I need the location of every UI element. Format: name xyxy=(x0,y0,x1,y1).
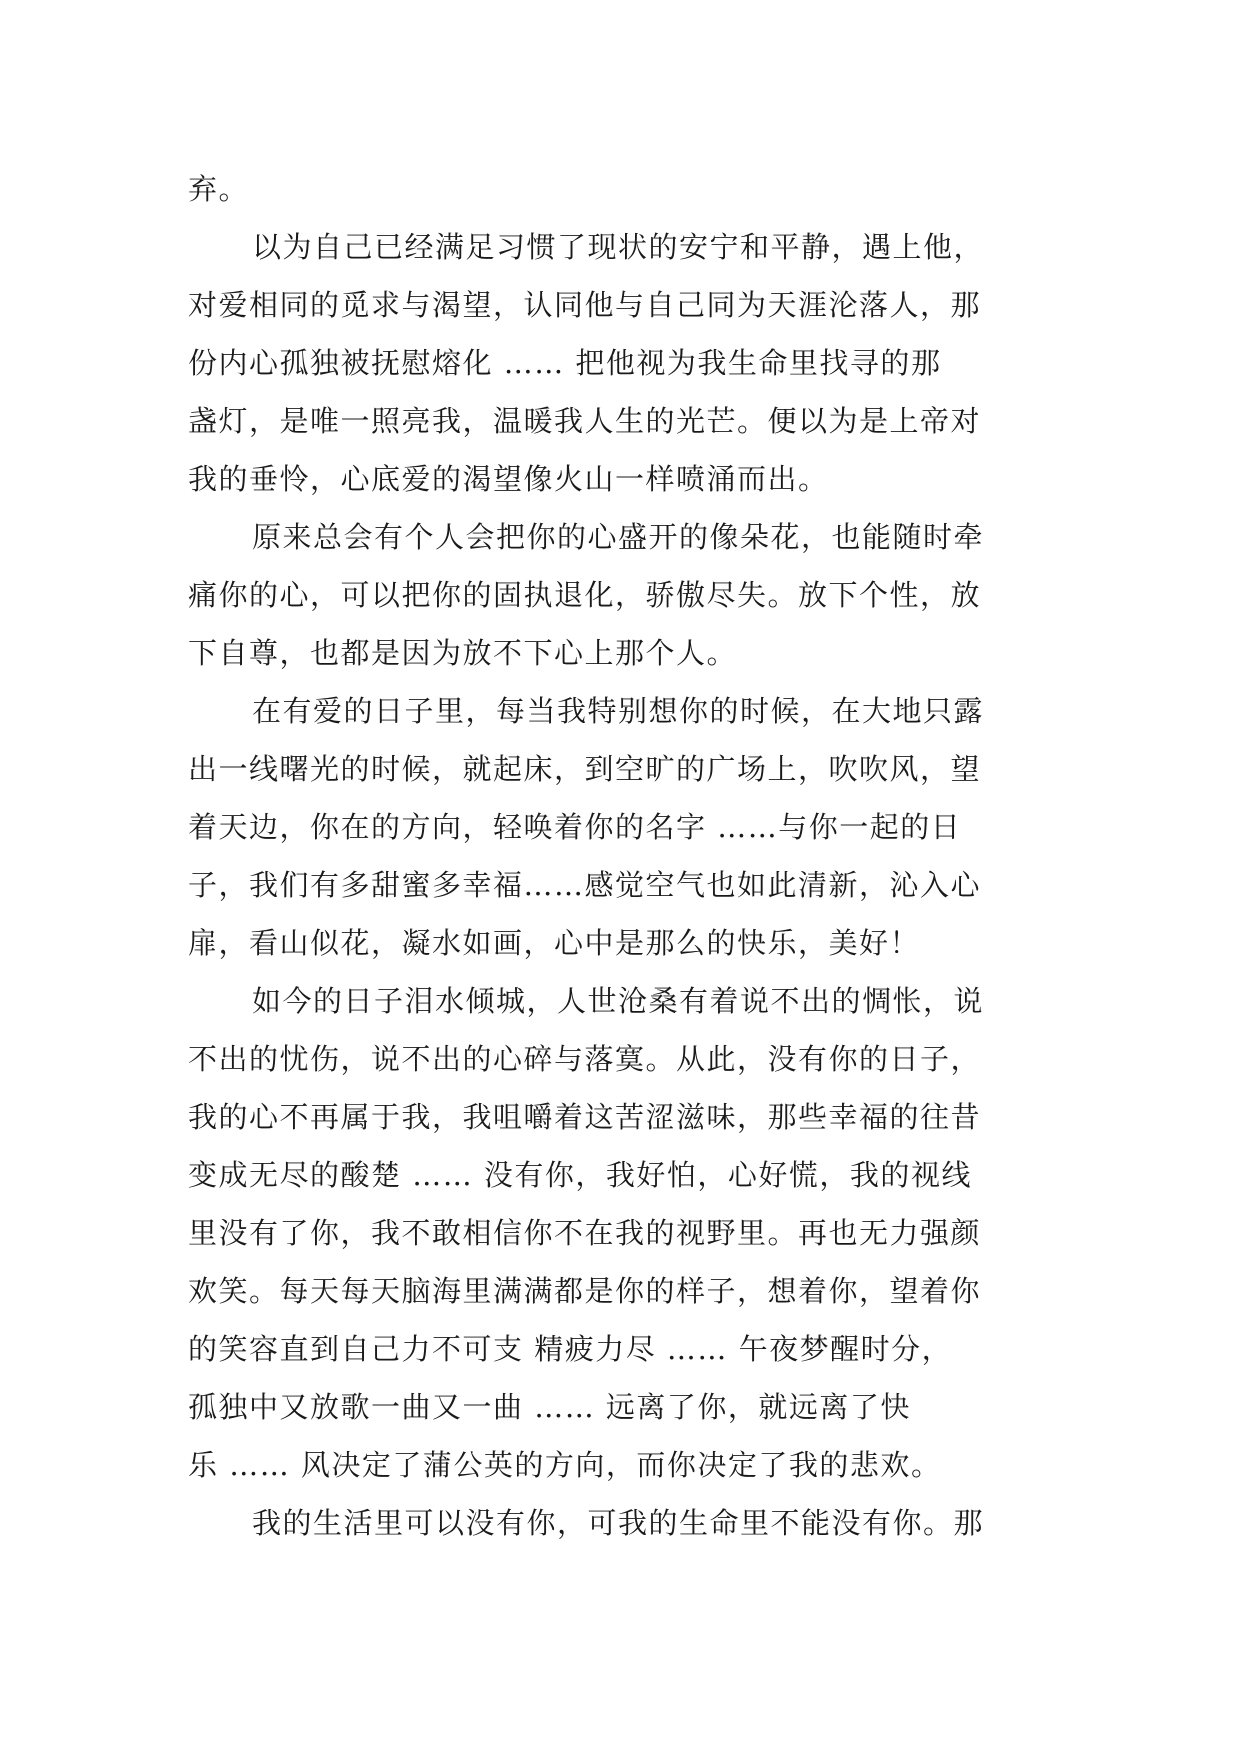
text-line: 孤独中又放歌一曲又一曲 …… 远离了你，就远离了快 xyxy=(188,1390,911,1424)
text-line: 出一线曙光的时候，就起床，到空旷的广场上，吹吹风，望 xyxy=(188,752,982,786)
text-line: 在有爱的日子里，每当我特别想你的时候，在大地只露 xyxy=(252,694,985,728)
text-line: 我的生活里可以没有你，可我的生命里不能没有你。那 xyxy=(252,1506,985,1540)
text-line: 如今的日子泪水倾城，人世沧桑有着说不出的惆怅，说 xyxy=(252,984,985,1018)
text-line: 着天边，你在的方向，轻唤着你的名字 ……与你一起的日 xyxy=(188,810,962,844)
text-line: 扉，看山似花，凝水如画，心中是那么的快乐，美好！ xyxy=(188,926,921,960)
text-line: 份内心孤独被抚慰熔化 …… 把他视为我生命里找寻的那 xyxy=(188,346,942,380)
text-line: 原来总会有个人会把你的心盛开的像朵花，也能随时牵 xyxy=(252,520,985,554)
text-line: 变成无尽的酸楚 …… 没有你，我好怕，心好慌，我的视线 xyxy=(188,1158,972,1192)
text-line: 痛你的心，可以把你的固执退化，骄傲尽失。放下个性，放 xyxy=(188,578,982,612)
text-line: 乐 …… 风决定了蒲公英的方向，而你决定了我的悲欢。 xyxy=(188,1448,942,1482)
text-line: 子，我们有多甜蜜多幸福……感觉空气也如此清新，沁入心 xyxy=(188,868,982,902)
body-text xyxy=(188,160,1058,1552)
text-line: 以为自己已经满足习惯了现状的安宁和平静，遇上他， xyxy=(252,230,985,264)
text-line: 对爱相同的觅求与渴望，认同他与自己同为天涯沦落人，那 xyxy=(188,288,982,322)
text-line: 盏灯，是唯一照亮我，温暖我人生的光芒。便以为是上帝对 xyxy=(188,404,982,438)
text-line: 不出的忧伤，说不出的心碎与落寞。从此，没有你的日子， xyxy=(188,1042,982,1076)
text-line: 欢笑。每天每天脑海里满满都是你的样子，想着你，望着你 xyxy=(188,1274,982,1308)
text-line: 里没有了你，我不敢相信你不在我的视野里。再也无力强颜 xyxy=(188,1216,982,1250)
text-line: 下自尊，也都是因为放不下心上那个人。 xyxy=(188,636,738,670)
text-line: 我的垂怜，心底爱的渴望像火山一样喷涌而出。 xyxy=(188,462,829,496)
text-line: 我的心不再属于我，我咀嚼着这苦涩滋味，那些幸福的往昔 xyxy=(188,1100,982,1134)
text-line: 的笑容直到自己力不可支 精疲力尽 …… 午夜梦醒时分， xyxy=(188,1332,953,1366)
text-line: 弃。 xyxy=(188,172,250,206)
